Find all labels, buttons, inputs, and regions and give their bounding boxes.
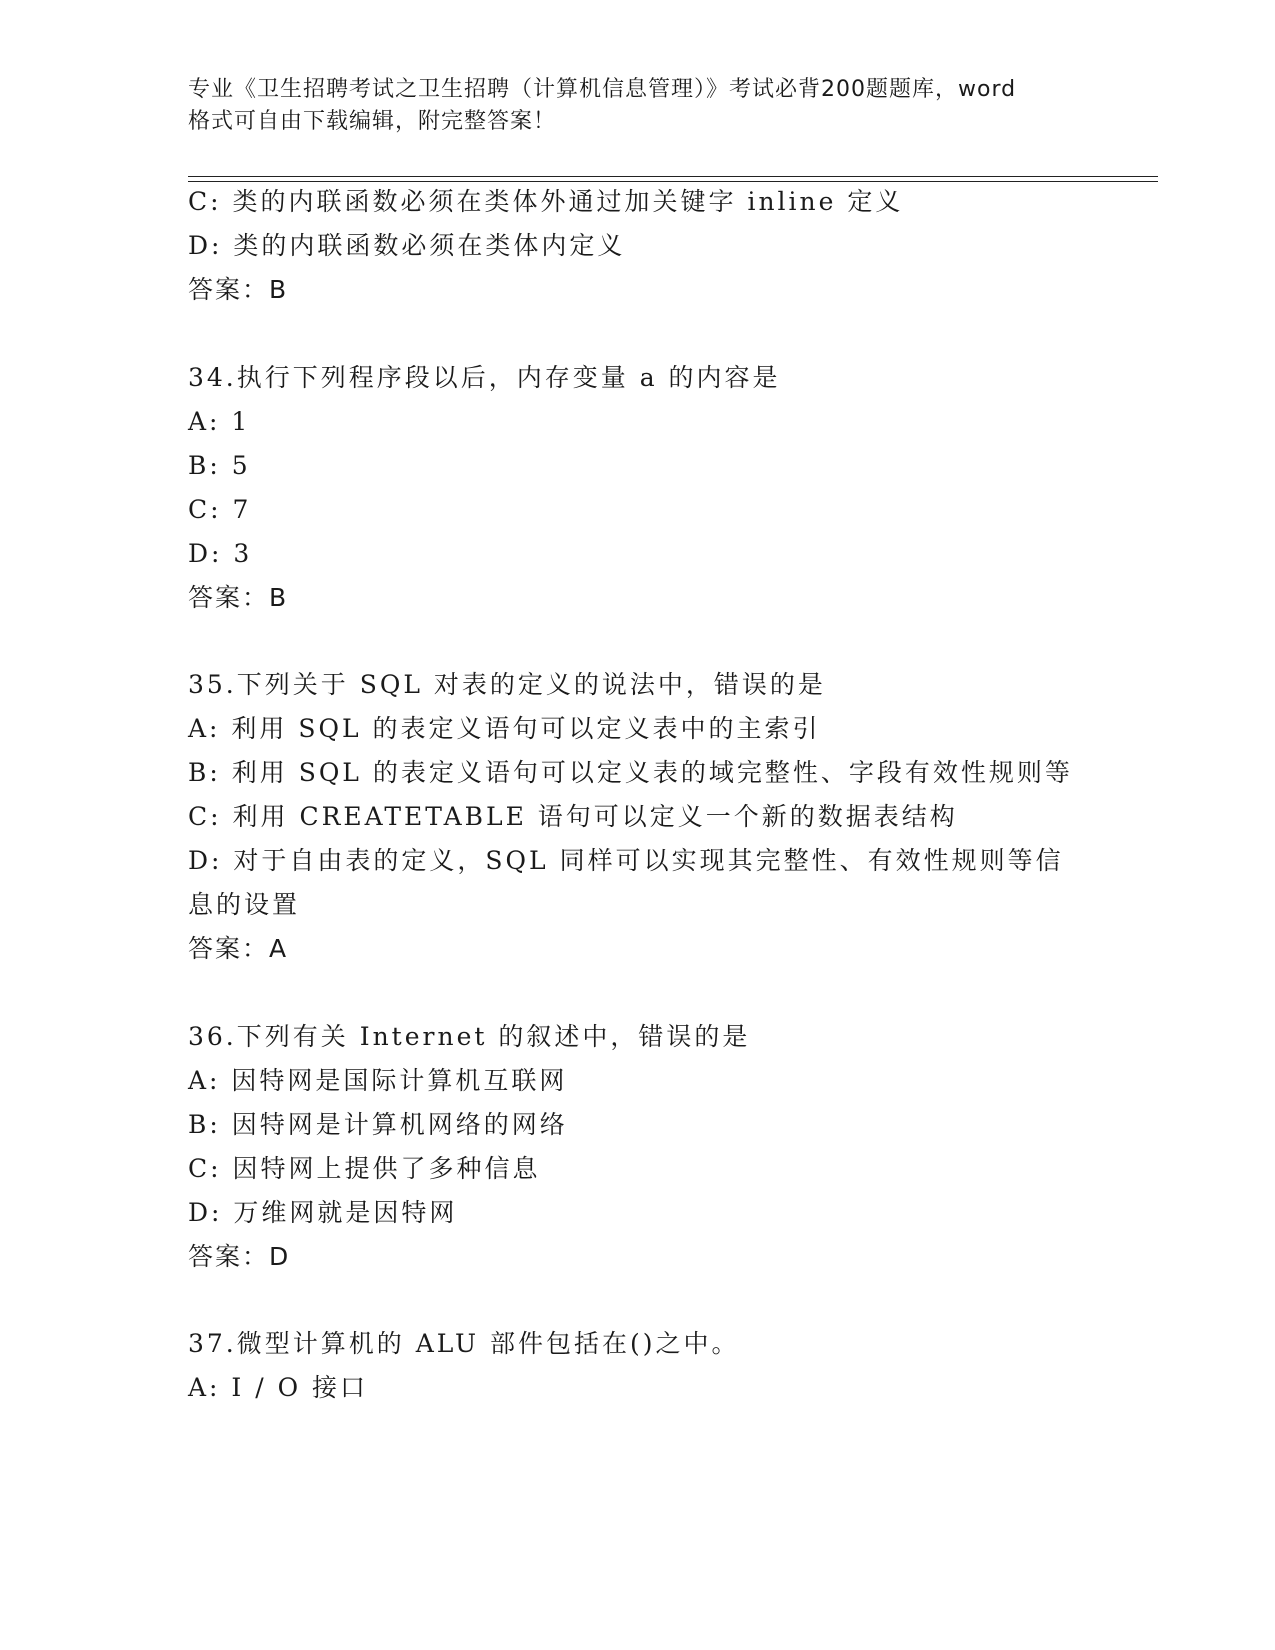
q34-option-c: C: 7	[188, 495, 252, 524]
q34-option-d: D: 3	[188, 539, 253, 568]
q35-option-c: C: 利用 CREATETABLE 语句可以定义一个新的数据表结构	[188, 802, 958, 831]
q37-option-a: A: I / O 接口	[188, 1373, 369, 1402]
q36-stem: 36.下列有关 Internet 的叙述中，错误的是	[188, 1022, 751, 1051]
q35-option-a: A: 利用 SQL 的表定义语句可以定义表中的主索引	[188, 714, 821, 743]
header-divider-top	[188, 176, 1158, 177]
q34-stem: 34.执行下列程序段以后，内存变量 a 的内容是	[188, 363, 781, 392]
q33-option-c: C: 类的内联函数必须在类体外通过加关键字 inline 定义	[188, 187, 904, 216]
document-header	[188, 74, 1088, 138]
q33-answer: 答案：B	[188, 275, 289, 304]
q34-option-a: A: 1	[188, 407, 251, 436]
q36-answer: 答案：D	[188, 1242, 291, 1271]
q36-option-c: C: 因特网上提供了多种信息	[188, 1154, 541, 1183]
q34-answer: 答案：B	[188, 583, 289, 612]
header-title-line-2: 格式可自由下载编辑，附完整答案！	[188, 109, 557, 134]
q35-answer: 答案：A	[188, 934, 289, 963]
q37-stem: 37.微型计算机的 ALU 部件包括在()之中。	[188, 1329, 740, 1358]
q35-option-d-continued: 息的设置	[188, 890, 301, 919]
header-divider-bottom	[188, 181, 1158, 182]
q35-option-d: D: 对于自由表的定义，SQL 同样可以实现其完整性、有效性规则等信	[188, 846, 1064, 875]
header-title-line-1: 专业《卫生招聘考试之卫生招聘（计算机信息管理）》考试必背200题题库，word	[188, 77, 1017, 102]
q36-option-b: B: 因特网是计算机网络的网络	[188, 1110, 568, 1139]
q35-stem: 35.下列关于 SQL 对表的定义的说法中，错误的是	[188, 670, 826, 699]
q36-option-a: A: 因特网是国际计算机互联网	[188, 1066, 568, 1095]
q33-option-d: D: 类的内联函数必须在类体内定义	[188, 231, 626, 260]
q36-option-d: D: 万维网就是因特网	[188, 1198, 458, 1227]
q35-option-b: B: 利用 SQL 的表定义语句可以定义表的域完整性、字段有效性规则等	[188, 758, 1073, 787]
q34-option-b: B: 5	[188, 451, 251, 480]
